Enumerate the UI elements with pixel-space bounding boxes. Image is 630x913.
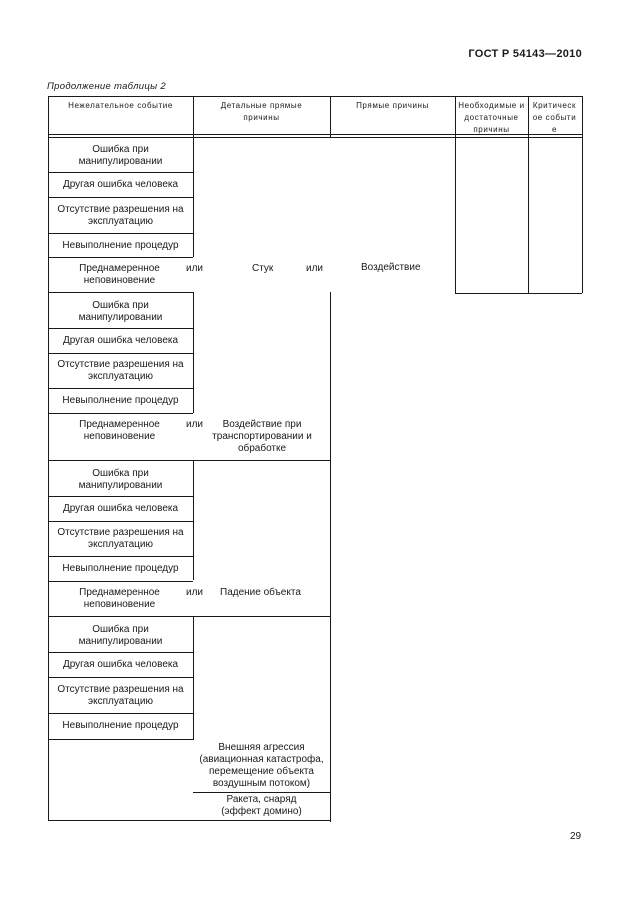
block2-rule-4 bbox=[48, 413, 193, 414]
block2-row-handling-error: Ошибка при манипулировании bbox=[78, 300, 163, 323]
block1-bottom bbox=[48, 292, 193, 293]
block2-row-procedure-failure: Невыполнение процедур bbox=[62, 395, 179, 406]
block1-row-handling-error: Ошибка при манипулировании bbox=[78, 144, 163, 167]
block1-divider bbox=[193, 137, 194, 257]
block4-row-handling-error: Ошибка при манипулировании bbox=[78, 624, 163, 647]
block1-rule-4 bbox=[48, 257, 193, 258]
table-caption: Продолжение таблицы 2 bbox=[47, 81, 166, 92]
block2-bottom bbox=[48, 460, 330, 461]
block4-row-other-human-error: Другая ошибка человека bbox=[62, 659, 179, 670]
block1-direct-impact: Воздействие bbox=[361, 262, 421, 273]
block2-intent: Преднамеренное неповиновение bbox=[79, 419, 160, 442]
column-header-undesired-event: Нежелательное событие bbox=[68, 101, 173, 110]
block1-or-label: или bbox=[186, 263, 204, 274]
block3-divider bbox=[193, 460, 194, 580]
block3-detail-falling-object: Падение объекта bbox=[220, 587, 301, 598]
table-top-border bbox=[48, 96, 582, 97]
page-number: 29 bbox=[570, 831, 582, 842]
header-bottom-border bbox=[48, 134, 582, 135]
block4-row-no-permission: Отсутствие разрешения на эксплуатацию bbox=[57, 683, 184, 707]
block2-or-label: или bbox=[186, 419, 204, 430]
header-bottom-border-2 bbox=[48, 137, 582, 138]
block2-divider bbox=[193, 292, 194, 413]
block4-row-procedure-failure: Невыполнение процедур bbox=[62, 720, 179, 731]
block1-row-other-human-error: Другая ошибка человека bbox=[62, 179, 179, 190]
block3-rule-4 bbox=[48, 581, 193, 582]
column-header-direct-causes: Прямые причины bbox=[356, 101, 429, 110]
block4-rocket: Ракета, снаряд (эффект домино) bbox=[221, 794, 302, 817]
block4-external-aggression: Внешняя агрессия (авиационная катастрофа, перемещение объекта воздушным потоком) bbox=[199, 742, 324, 789]
block2-row-no-permission: Отсутствие разрешения на эксплуатацию bbox=[57, 359, 184, 382]
block4-rule-4 bbox=[48, 739, 193, 740]
block1-intent: Преднамеренное неповиновение bbox=[79, 263, 160, 286]
column-header-detailed-direct-causes: Детальные прямые причины bbox=[220, 101, 303, 122]
block2-row-other-human-error: Другая ошибка человека bbox=[62, 335, 179, 346]
block4-divider bbox=[193, 616, 194, 740]
header-divider-3 bbox=[455, 96, 456, 293]
block3-or-label: или bbox=[186, 587, 204, 598]
document-code: ГОСТ Р 54143—2010 bbox=[468, 48, 582, 60]
block3-row-handling-error: Ошибка при манипулировании bbox=[78, 468, 163, 491]
column-header-critical-event: Критическое событие bbox=[532, 101, 577, 134]
block1-detail-knock: Стук bbox=[252, 263, 274, 274]
block1-or-label-2: или bbox=[306, 263, 324, 274]
right-columns-bottom bbox=[455, 293, 582, 294]
block2-detail-transport: Воздействие при транспортировании и обработке bbox=[212, 419, 312, 454]
block1-row-procedure-failure: Невыполнение процедур bbox=[62, 239, 179, 251]
block1-row-no-permission: Отсутствие разрешения на эксплуатацию bbox=[57, 203, 184, 227]
header-divider-2 bbox=[330, 96, 331, 137]
header-divider-4 bbox=[528, 96, 529, 293]
block3-row-procedure-failure: Невыполнение процедур bbox=[62, 563, 179, 574]
header-divider-1 bbox=[193, 96, 194, 137]
table-right-border bbox=[582, 96, 583, 293]
block3-row-other-human-error: Другая ошибка человека bbox=[62, 503, 179, 514]
table-bottom-border bbox=[48, 820, 330, 821]
block3-intent: Преднамеренное неповиновение bbox=[79, 587, 160, 610]
block3-row-no-permission: Отсутствие разрешения на эксплуатацию bbox=[57, 527, 184, 550]
block3-bottom bbox=[48, 616, 330, 617]
direct-causes-column-line bbox=[330, 292, 331, 822]
column-header-necessary-causes: Необходимые и достаточные причины bbox=[458, 101, 525, 134]
